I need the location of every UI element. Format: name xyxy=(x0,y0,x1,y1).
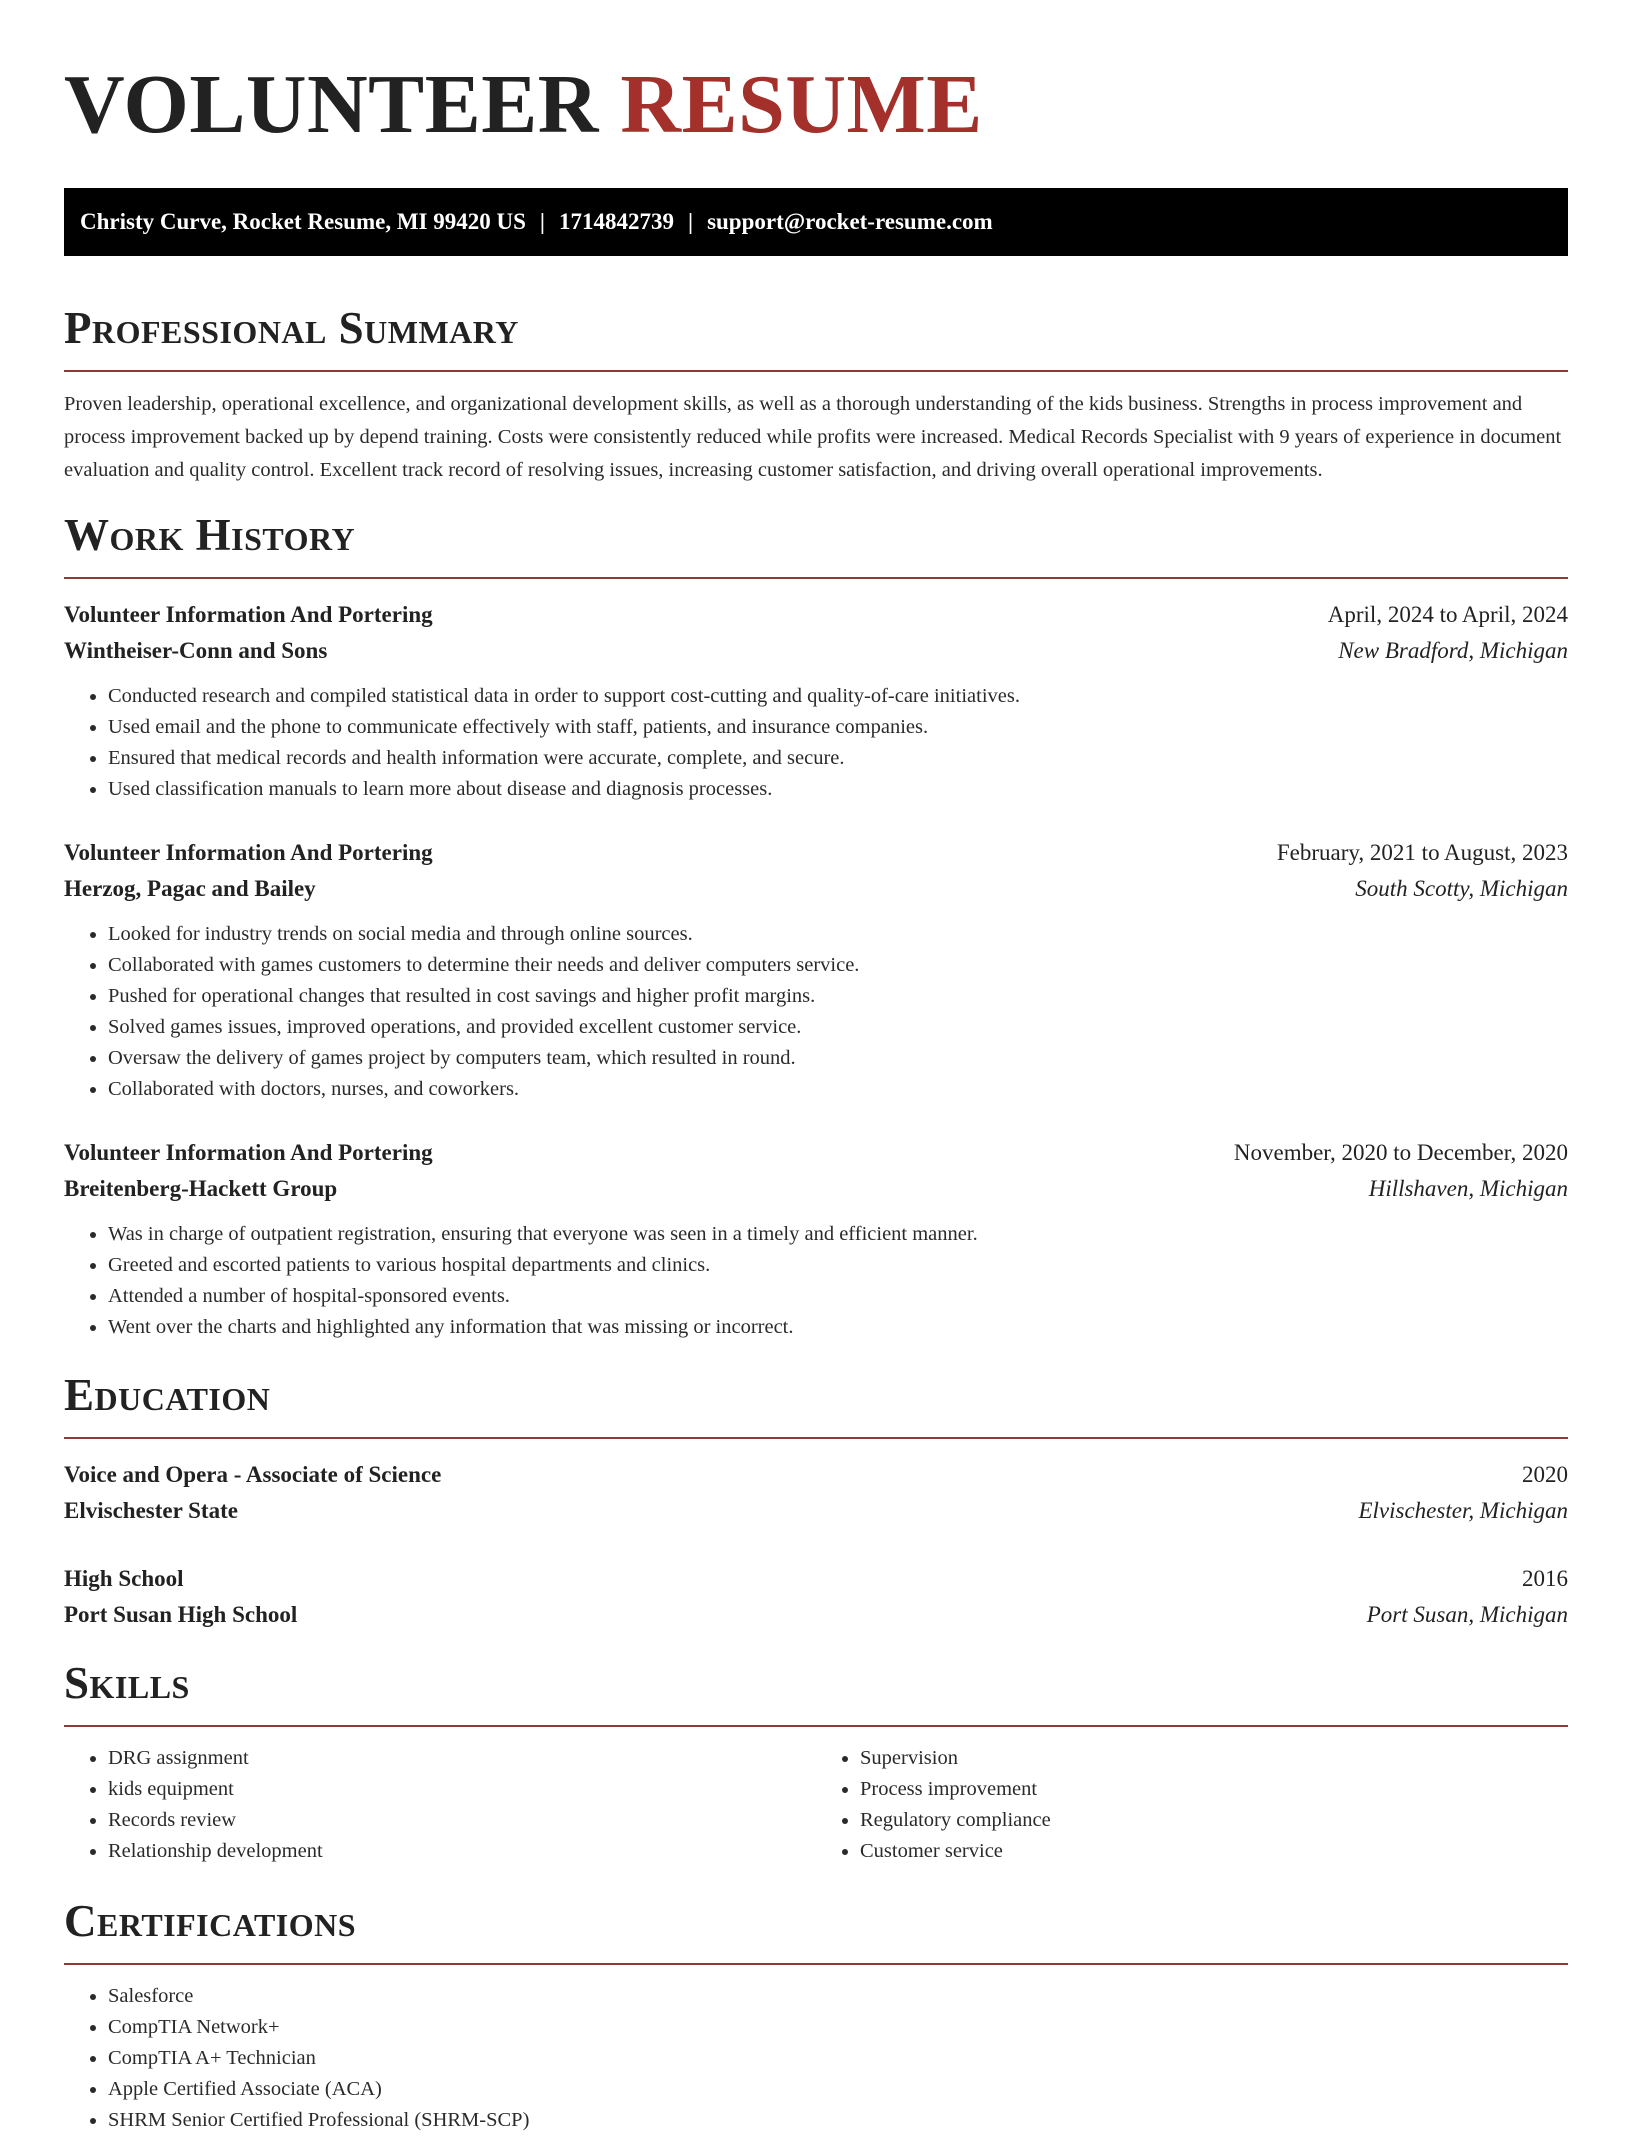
job-entry xyxy=(64,1135,1568,1343)
job-bullets xyxy=(64,681,1568,805)
contact-phone[interactable]: 1714842739 xyxy=(558,209,674,234)
education-year: 2016 xyxy=(1522,1566,1568,1591)
job-bullet: • Collaborated with doctors, nurses, and coworkers. xyxy=(108,1074,1568,1105)
skills-list-left xyxy=(64,1743,816,1867)
skill-item: • Relationship development xyxy=(108,1836,816,1867)
contact-separator: | xyxy=(687,209,694,234)
job-location: New Bradford, Michigan xyxy=(1338,638,1568,663)
job-bullet: • Went over the charts and highlighted any information that was missing or incorrect. xyxy=(108,1312,1568,1343)
job-company: Breitenberg-Hackett Group xyxy=(64,1176,338,1201)
title-accent: RESUME xyxy=(620,58,983,151)
job-title: Volunteer Information And Portering xyxy=(64,840,433,865)
job-bullet: • Conducted research and compiled statistical data in order to support cost-cutting and quality-of-care initiatives. xyxy=(108,681,1568,712)
section-divider xyxy=(64,370,1568,372)
section-divider xyxy=(64,577,1568,579)
job-bullet: • Looked for industry trends on social media and through online sources. xyxy=(108,919,1568,950)
job-title: Volunteer Information And Portering xyxy=(64,602,433,627)
section-heading: Education xyxy=(64,1370,271,1420)
job-bullets xyxy=(64,919,1568,1105)
contact-bar xyxy=(64,188,1568,256)
job-entry xyxy=(64,597,1568,805)
title-main: VOLUNTEER xyxy=(64,58,599,151)
job-dates: November, 2020 to December, 2020 xyxy=(1233,1140,1568,1165)
skill-item: • Records review xyxy=(108,1805,816,1836)
certification-item: • SHRM Senior Certified Professional (SHRM-SCP) xyxy=(108,2105,1568,2136)
education-entry xyxy=(64,1561,1568,1633)
job-bullet: • Greeted and escorted patients to various hospital departments and clinics. xyxy=(108,1250,1568,1281)
education-degree: Voice and Opera - Associate of Science xyxy=(64,1462,442,1487)
skill-item: • kids equipment xyxy=(108,1774,816,1805)
skills-list-right xyxy=(816,1743,1568,1867)
section-divider xyxy=(64,1963,1568,1965)
certifications-section xyxy=(64,1893,1568,2136)
job-location: Hillshaven, Michigan xyxy=(1368,1176,1568,1201)
certification-item: • Salesforce xyxy=(108,1981,1568,2012)
job-bullet: • Collaborated with games customers to determine their needs and deliver computers service. xyxy=(108,950,1568,981)
job-company: Herzog, Pagac and Bailey xyxy=(64,876,316,901)
summary-section xyxy=(64,300,1568,487)
certifications-list xyxy=(64,1981,1568,2136)
job-dates: April, 2024 to April, 2024 xyxy=(1327,602,1568,627)
job-company: Wintheiser-Conn and Sons xyxy=(64,638,328,663)
job-dates: February, 2021 to August, 2023 xyxy=(1276,840,1568,865)
job-bullet: • Used classification manuals to learn more about disease and diagnosis processes. xyxy=(108,774,1568,805)
job-bullet: • Solved games issues, improved operations, and provided excellent customer service. xyxy=(108,1012,1568,1043)
contact-separator: | xyxy=(539,209,545,234)
certification-item: • Apple Certified Associate (ACA) xyxy=(108,2074,1568,2105)
certification-item: • CompTIA Network+ xyxy=(108,2012,1568,2043)
job-bullets xyxy=(64,1219,1568,1343)
skills-grid xyxy=(64,1743,1568,1867)
summary-text: Proven leadership, operational excellence, and organizational development skills, as well as a thorough understanding of the kids business. Strengths in process improvement and process improvement backed up by depend training. Costs were consistently reduced while profits were increased. Medical Records Specialist with 9 years of experience in document evaluation and quality control. Excellent track record of resolving issues, increasing customer satisfaction, and driving overall operational improvements. xyxy=(64,393,1562,481)
work-history-section xyxy=(64,507,1568,1343)
education-school: Port Susan High School xyxy=(64,1602,298,1627)
skill-item: • Regulatory compliance xyxy=(860,1805,1568,1836)
skill-item: • Supervision xyxy=(860,1743,1568,1774)
education-location: Port Susan, Michigan xyxy=(1366,1602,1568,1627)
section-heading: Skills xyxy=(64,1658,190,1708)
section-divider xyxy=(64,1725,1568,1727)
skill-item: • Customer service xyxy=(860,1836,1568,1867)
skills-section xyxy=(64,1655,1568,1867)
education-year: 2020 xyxy=(1522,1462,1568,1487)
section-divider xyxy=(64,1437,1568,1439)
job-bullet: • Was in charge of outpatient registration, ensuring that everyone was seen in a timely and efficient manner. xyxy=(108,1219,1568,1250)
skill-item: • DRG assignment xyxy=(108,1743,816,1774)
education-section xyxy=(64,1367,1568,1633)
job-entry xyxy=(64,835,1568,1105)
contact-email[interactable]: support@rocket-resume.com xyxy=(707,209,993,234)
job-title: Volunteer Information And Portering xyxy=(64,1140,433,1165)
job-bullet: • Used email and the phone to communicate effectively with staff, patients, and insurance companies. xyxy=(108,712,1568,743)
job-bullet: • Ensured that medical records and health information were accurate, complete, and secure. xyxy=(108,743,1568,774)
education-school: Elvischester State xyxy=(64,1498,238,1523)
section-heading: Work History xyxy=(64,510,356,560)
skill-item: • Process improvement xyxy=(860,1774,1568,1805)
job-bullet: • Attended a number of hospital-sponsored events. xyxy=(108,1281,1568,1312)
contact-address: Christy Curve, Rocket Resume, MI 99420 US xyxy=(80,209,526,234)
education-entry xyxy=(64,1457,1568,1529)
section-heading: Certifications xyxy=(64,1896,357,1946)
education-location: Elvischester, Michigan xyxy=(1358,1498,1568,1523)
job-bullet: • Oversaw the delivery of games project by computers team, which resulted in round. xyxy=(108,1043,1568,1074)
job-location: South Scotty, Michigan xyxy=(1355,876,1568,901)
job-bullet: • Pushed for operational changes that resulted in cost savings and higher profit margins. xyxy=(108,981,1568,1012)
resume-title xyxy=(64,56,1568,154)
certification-item: • CompTIA A+ Technician xyxy=(108,2043,1568,2074)
education-degree: High School xyxy=(64,1566,184,1591)
section-heading: Professional Summary xyxy=(64,303,519,353)
